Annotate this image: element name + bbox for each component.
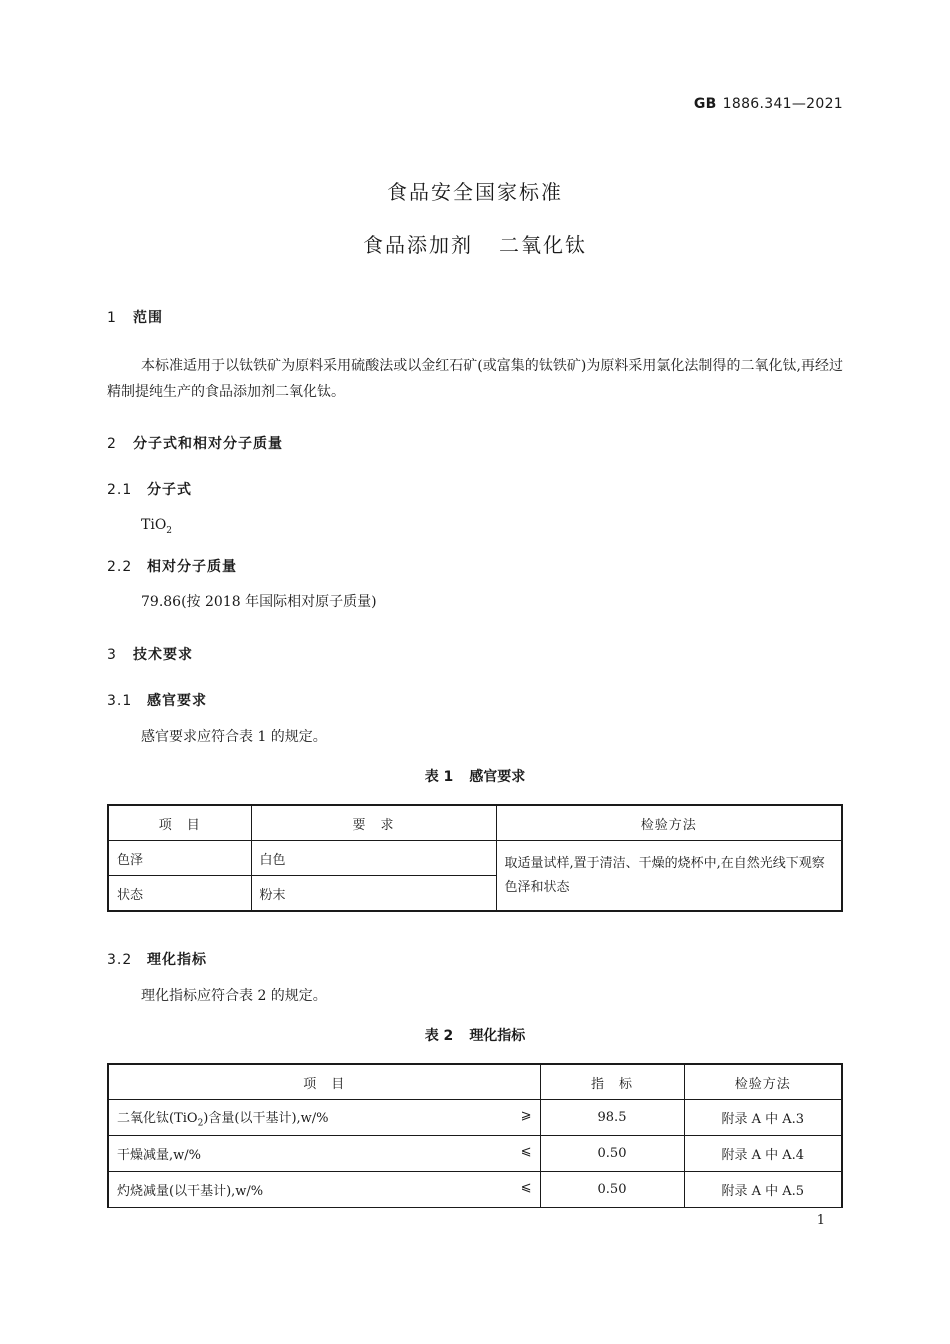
cell-requirement: 白色 — [251, 841, 496, 876]
item-subscript: 2 — [197, 1118, 204, 1129]
cell-test-method: 附录 A 中 A.4 — [684, 1136, 842, 1172]
table-row — [108, 1136, 842, 1172]
table-2-caption — [0, 1025, 950, 1045]
section-2-heading — [107, 433, 283, 453]
header-test-method: 检验方法 — [496, 805, 842, 841]
section-3-1-heading — [107, 690, 207, 710]
molecular-formula — [141, 512, 172, 544]
formula-subscript: 2 — [166, 525, 173, 536]
header-test-method: 检验方法 — [684, 1064, 842, 1100]
header-item: 项 目 — [108, 1064, 540, 1100]
item-text: 灼烧减量(以干基计),w/% — [117, 1184, 264, 1199]
document-title: 食品安全国家标准 — [387, 180, 563, 204]
comparison-operator: ⩾ — [520, 1108, 532, 1123]
section-1-heading — [107, 307, 163, 327]
section-title: 分子式和相对分子质量 — [133, 436, 283, 452]
section-title: 相对分子质量 — [147, 559, 237, 575]
section-number: 2.2 — [107, 559, 133, 575]
section-3-1-text: 感官要求应符合表 1 的规定。 — [141, 729, 327, 745]
document-subtitle — [0, 229, 950, 258]
header-item: 项 目 — [108, 805, 251, 841]
section-number: 1 — [107, 310, 117, 326]
subtitle-part-a: 食品添加剂 — [363, 233, 473, 257]
caption-title: 理化指标 — [469, 1028, 526, 1044]
table-row — [108, 841, 842, 876]
standard-code — [694, 96, 843, 112]
physicochemical-indicators-table — [107, 1063, 843, 1208]
item-text-tail: )含量(以干基计),w/% — [203, 1110, 329, 1126]
caption-number: 表 1 — [424, 769, 454, 785]
section-title: 范围 — [133, 310, 163, 326]
molecular-mass-text: 79.86(按 2018 年国际相对原子质量) — [141, 594, 377, 610]
cell-item: 色泽 — [108, 841, 251, 876]
section-number: 2.1 — [107, 482, 133, 498]
section-3-heading — [107, 644, 193, 664]
item-text: 二氧化钛(TiO — [117, 1110, 198, 1126]
cell-indicator-value: 0.50 — [540, 1136, 684, 1172]
standard-code-number: 1886.341—2021 — [722, 96, 843, 112]
cell-test-method: 附录 A 中 A.5 — [684, 1172, 842, 1208]
cell-item — [108, 1172, 540, 1208]
table-header-row — [108, 1064, 842, 1100]
header-indicator: 指 标 — [540, 1064, 684, 1100]
comparison-operator: ⩽ — [520, 1180, 532, 1195]
item-text: 干燥减量,w/% — [117, 1148, 201, 1163]
standard-code-prefix: GB — [693, 96, 717, 112]
cell-indicator-value: 0.50 — [540, 1172, 684, 1208]
caption-title: 感官要求 — [469, 769, 526, 785]
section-3-2-text: 理化指标应符合表 2 的规定。 — [141, 988, 327, 1004]
cell-requirement: 粉末 — [251, 876, 496, 912]
sensory-requirements-table — [107, 804, 843, 912]
page-number: 1 — [816, 1213, 825, 1228]
header-requirement: 要 求 — [251, 805, 496, 841]
cell-test-method: 附录 A 中 A.3 — [684, 1100, 842, 1136]
cell-test-method: 取适量试样,置于清洁、干燥的烧杯中,在自然光线下观察色泽和状态 — [496, 841, 842, 912]
caption-number: 表 2 — [424, 1028, 454, 1044]
cell-item — [108, 1100, 540, 1136]
cell-indicator-value: 98.5 — [540, 1100, 684, 1136]
comparison-operator: ⩽ — [520, 1144, 532, 1159]
table-row — [108, 1100, 842, 1136]
section-number: 2 — [107, 436, 117, 452]
section-number: 3.1 — [107, 693, 133, 709]
section-title: 技术要求 — [133, 647, 193, 663]
section-title: 理化指标 — [147, 952, 207, 968]
table-row — [108, 1172, 842, 1208]
table-header-row — [108, 805, 842, 841]
cell-item — [108, 1136, 540, 1172]
section-title: 分子式 — [147, 482, 192, 498]
cell-item: 状态 — [108, 876, 251, 912]
table-1-caption — [0, 766, 950, 786]
subtitle-part-b: 二氧化钛 — [499, 233, 587, 257]
formula-main: TiO — [141, 517, 167, 533]
section-title: 感官要求 — [147, 693, 207, 709]
section-number: 3.2 — [107, 952, 133, 968]
section-number: 3 — [107, 647, 117, 663]
section-1-paragraph: 本标准适用于以钛铁矿为原料采用硫酸法或以金红石矿(或富集的钛铁矿)为原料采用氯化法制得的二氧化钛,再经过精制提纯生产的食品添加剂二氧化钛。 — [107, 358, 843, 400]
section-3-2-heading — [107, 949, 207, 969]
section-2-2-heading — [107, 556, 237, 576]
section-2-1-heading — [107, 479, 192, 499]
